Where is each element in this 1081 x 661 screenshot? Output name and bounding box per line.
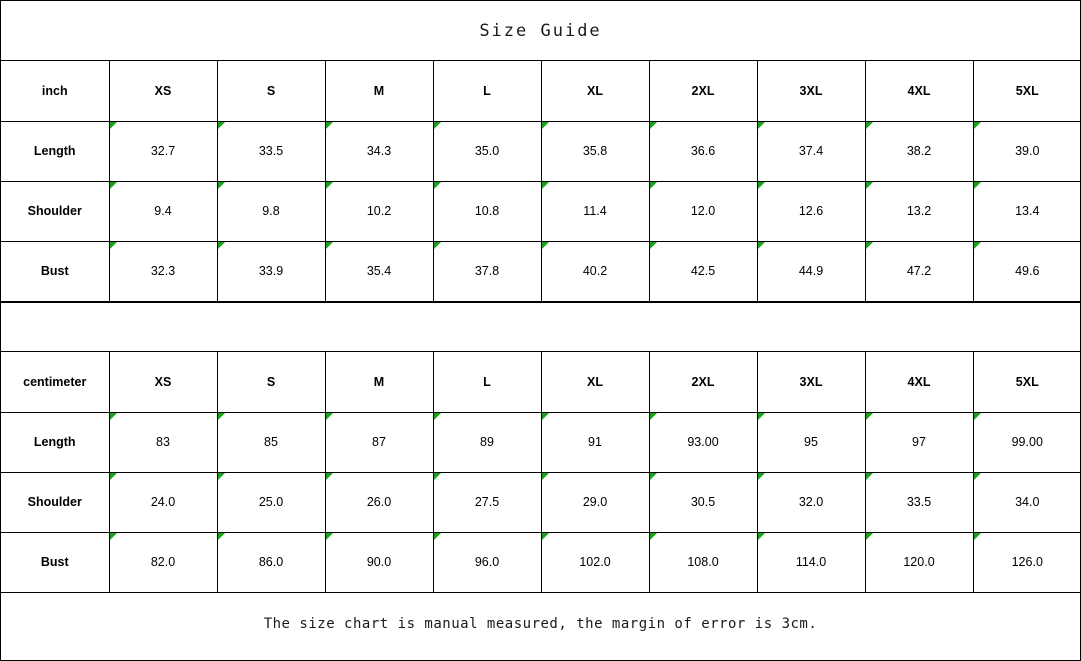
size-header-5xl: 5XL <box>973 352 1081 412</box>
cell-length-xs: 32.7 <box>109 121 217 181</box>
size-header-4xl: 4XL <box>865 61 973 121</box>
inch-size-table <box>1 61 1081 301</box>
cell-length-4xl: 97 <box>865 412 973 472</box>
size-header-3xl: 3XL <box>757 61 865 121</box>
table-row <box>1 121 1081 181</box>
cell-bust-3xl: 114.0 <box>757 532 865 592</box>
cell-shoulder-xl: 11.4 <box>541 181 649 241</box>
cell-bust-l: 96.0 <box>433 532 541 592</box>
table-header-row <box>1 61 1081 121</box>
cell-shoulder-4xl: 13.2 <box>865 181 973 241</box>
cell-length-3xl: 37.4 <box>757 121 865 181</box>
cell-bust-5xl: 49.6 <box>973 241 1081 301</box>
cell-length-2xl: 93.00 <box>649 412 757 472</box>
table-header-row <box>1 352 1081 412</box>
size-header-3xl: 3XL <box>757 352 865 412</box>
cell-shoulder-l: 10.8 <box>433 181 541 241</box>
cell-shoulder-3xl: 12.6 <box>757 181 865 241</box>
cell-length-2xl: 36.6 <box>649 121 757 181</box>
size-header-5xl: 5XL <box>973 61 1081 121</box>
size-header-m: M <box>325 352 433 412</box>
table-row <box>1 412 1081 472</box>
cell-bust-4xl: 120.0 <box>865 532 973 592</box>
row-label-shoulder: Shoulder <box>1 181 109 241</box>
cell-bust-xs: 32.3 <box>109 241 217 301</box>
cell-shoulder-5xl: 13.4 <box>973 181 1081 241</box>
table-row <box>1 181 1081 241</box>
table-row <box>1 472 1081 532</box>
cell-length-l: 35.0 <box>433 121 541 181</box>
row-label-bust: Bust <box>1 241 109 301</box>
size-header-xl: XL <box>541 61 649 121</box>
cell-length-m: 87 <box>325 412 433 472</box>
row-label-shoulder: Shoulder <box>1 472 109 532</box>
unit-label-inch: inch <box>1 61 109 121</box>
cell-bust-2xl: 108.0 <box>649 532 757 592</box>
cell-shoulder-xs: 24.0 <box>109 472 217 532</box>
cell-shoulder-2xl: 30.5 <box>649 472 757 532</box>
cell-bust-m: 35.4 <box>325 241 433 301</box>
cell-bust-xl: 40.2 <box>541 241 649 301</box>
cell-length-5xl: 99.00 <box>973 412 1081 472</box>
cell-length-4xl: 38.2 <box>865 121 973 181</box>
cell-bust-4xl: 47.2 <box>865 241 973 301</box>
cell-bust-2xl: 42.5 <box>649 241 757 301</box>
cell-shoulder-s: 9.8 <box>217 181 325 241</box>
cell-length-l: 89 <box>433 412 541 472</box>
page-title-bar <box>1 1 1080 61</box>
cell-length-xl: 91 <box>541 412 649 472</box>
cell-shoulder-xl: 29.0 <box>541 472 649 532</box>
page-title: Size Guide <box>479 20 602 41</box>
section-divider <box>1 302 1080 352</box>
size-header-xs: XS <box>109 352 217 412</box>
cell-shoulder-s: 25.0 <box>217 472 325 532</box>
cell-bust-s: 86.0 <box>217 532 325 592</box>
table-row <box>1 241 1081 301</box>
cell-length-s: 85 <box>217 412 325 472</box>
cell-length-s: 33.5 <box>217 121 325 181</box>
row-label-length: Length <box>1 121 109 181</box>
centimeter-table-block <box>1 352 1080 593</box>
size-header-2xl: 2XL <box>649 61 757 121</box>
cell-length-xs: 83 <box>109 412 217 472</box>
size-header-l: L <box>433 61 541 121</box>
size-header-l: L <box>433 352 541 412</box>
size-header-s: S <box>217 352 325 412</box>
cell-length-5xl: 39.0 <box>973 121 1081 181</box>
cell-bust-3xl: 44.9 <box>757 241 865 301</box>
cell-shoulder-4xl: 33.5 <box>865 472 973 532</box>
cell-shoulder-3xl: 32.0 <box>757 472 865 532</box>
cell-bust-5xl: 126.0 <box>973 532 1081 592</box>
footer-note: The size chart is manual measured, the margin of error is 3cm. <box>263 615 818 632</box>
cell-shoulder-5xl: 34.0 <box>973 472 1081 532</box>
cell-bust-s: 33.9 <box>217 241 325 301</box>
cell-bust-m: 90.0 <box>325 532 433 592</box>
footer-note-bar <box>1 593 1080 654</box>
inch-table-block <box>1 61 1080 302</box>
size-header-2xl: 2XL <box>649 352 757 412</box>
size-header-xl: XL <box>541 352 649 412</box>
cell-shoulder-m: 10.2 <box>325 181 433 241</box>
size-header-xs: XS <box>109 61 217 121</box>
cell-shoulder-xs: 9.4 <box>109 181 217 241</box>
cell-shoulder-m: 26.0 <box>325 472 433 532</box>
size-header-m: M <box>325 61 433 121</box>
cell-length-m: 34.3 <box>325 121 433 181</box>
cell-bust-xs: 82.0 <box>109 532 217 592</box>
unit-label-centimeter: centimeter <box>1 352 109 412</box>
size-header-s: S <box>217 61 325 121</box>
cell-bust-xl: 102.0 <box>541 532 649 592</box>
centimeter-size-table <box>1 352 1081 592</box>
cell-length-3xl: 95 <box>757 412 865 472</box>
cell-shoulder-l: 27.5 <box>433 472 541 532</box>
row-label-bust: Bust <box>1 532 109 592</box>
cell-bust-l: 37.8 <box>433 241 541 301</box>
table-row <box>1 532 1081 592</box>
cell-shoulder-2xl: 12.0 <box>649 181 757 241</box>
size-header-4xl: 4XL <box>865 352 973 412</box>
cell-length-xl: 35.8 <box>541 121 649 181</box>
row-label-length: Length <box>1 412 109 472</box>
